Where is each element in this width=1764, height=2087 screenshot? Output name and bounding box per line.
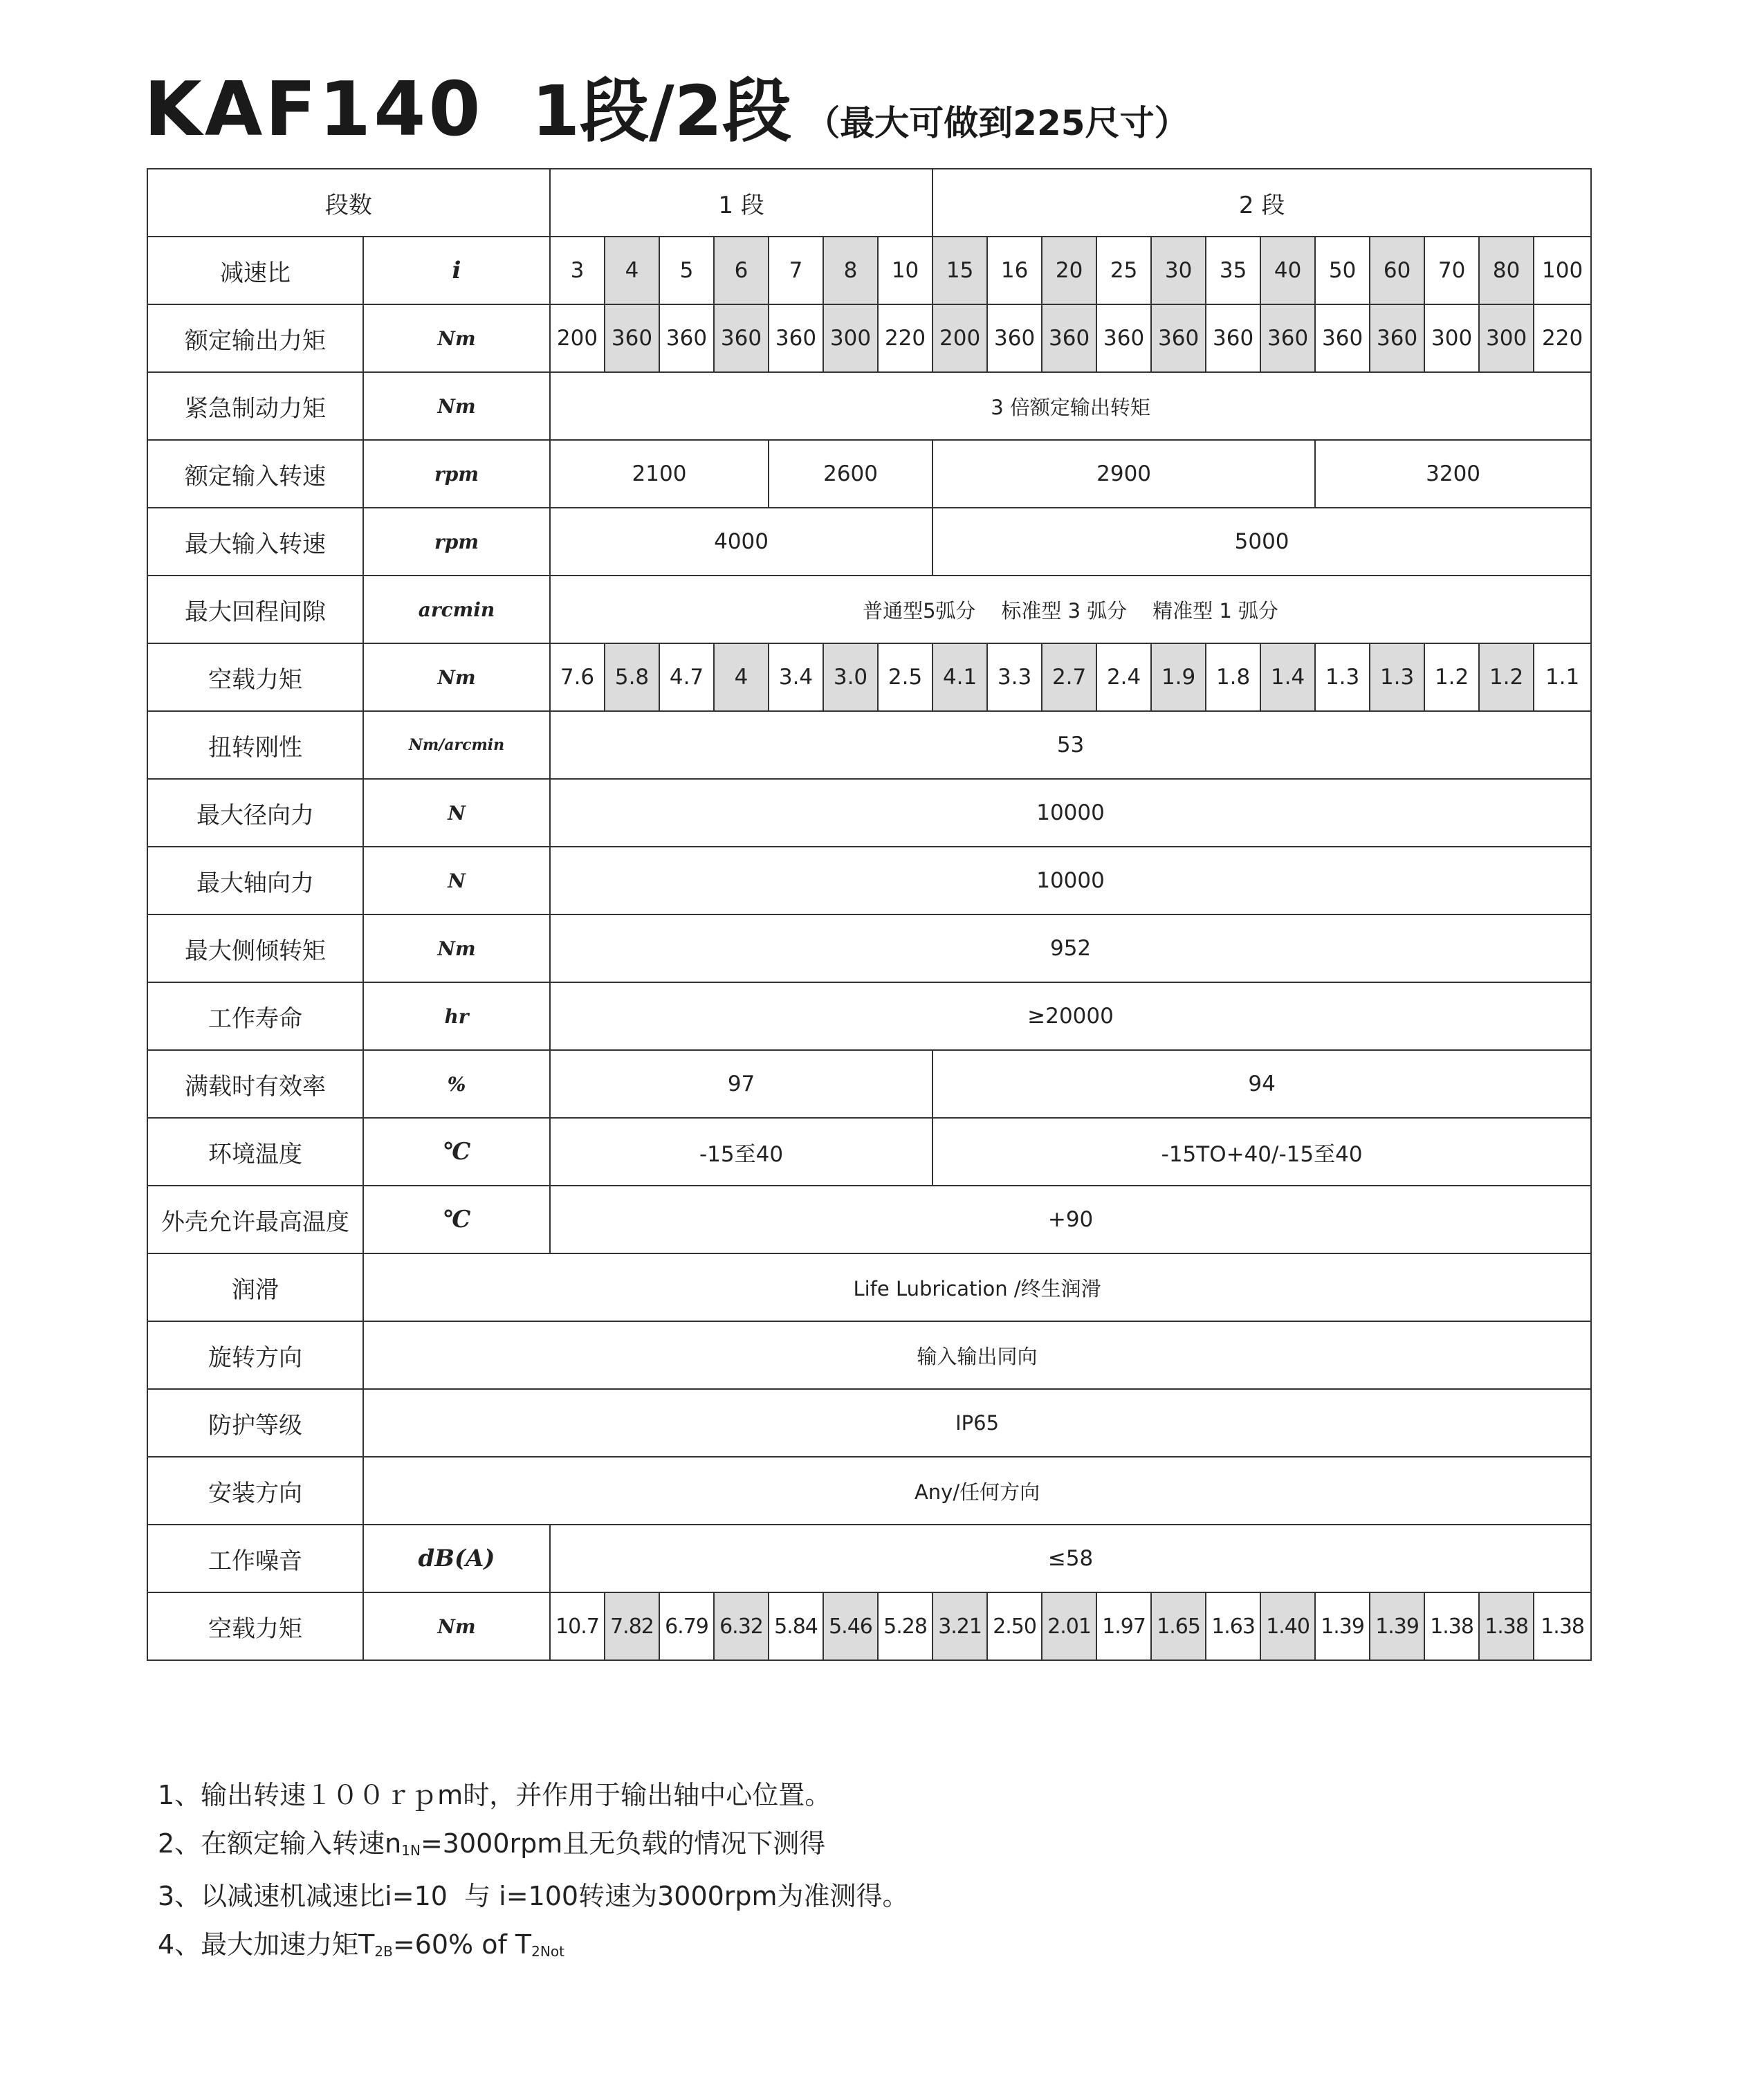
row-max-input-speed [147,508,1591,576]
ratio-cell: 30 [1151,237,1206,304]
rated-torque-cell: 360 [1206,304,1260,372]
max-input-speed-cell: 5000 [932,508,1591,576]
no-load-torque-2-cell: 6.32 [714,1592,769,1660]
row-max-radial-force [147,779,1591,847]
no-load-torque-2-label: 空载力矩 [147,1592,363,1660]
no-load-torque-cell: 7.6 [550,643,605,711]
row-max-tilt-torque [147,914,1591,982]
ratio-cell: 4 [605,237,659,304]
row-lubrication [147,1253,1591,1321]
ratio-cell: 15 [932,237,987,304]
ambient-temp-cell: -15TO+40/-15至40 [932,1118,1591,1186]
no-load-torque-2-cell: 2.01 [1042,1592,1096,1660]
row-protection [147,1389,1591,1457]
row-max-axial-force [147,847,1591,914]
efficiency-cell: 94 [932,1050,1591,1118]
no-load-torque-cell: 1.8 [1206,643,1260,711]
rated-torque-cell: 360 [659,304,714,372]
max-tilt-torque-unit: Nm [363,914,550,982]
no-load-torque-2-cell: 10.7 [550,1592,605,1660]
max-housing-temp-value: +90 [550,1186,1591,1253]
max-housing-temp-unit: ℃ [363,1186,550,1253]
service-life-value: ≥20000 [550,982,1591,1050]
rated-torque-cell: 300 [1424,304,1479,372]
row-service-life [147,982,1591,1050]
max-axial-force-label: 最大轴向力 [147,847,363,914]
ratio-cell: 50 [1315,237,1370,304]
stage2-header: 2 段 [932,169,1591,237]
page-title [144,55,1189,152]
ratio-cell: 100 [1534,237,1591,304]
max-radial-force-unit: N [363,779,550,847]
noise-label: 工作噪音 [147,1525,363,1592]
efficiency-cell: 97 [550,1050,932,1118]
efficiency-unit: % [363,1050,550,1118]
rated-torque-cell: 300 [1479,304,1534,372]
row-efficiency [147,1050,1591,1118]
row-ambient-temp [147,1118,1591,1186]
rated-torque-cell: 360 [605,304,659,372]
note-4 [158,1920,909,1973]
no-load-torque-2-cell: 6.79 [659,1592,714,1660]
lubrication-label: 润滑 [147,1253,363,1321]
protection-label: 防护等级 [147,1389,363,1457]
max-tilt-torque-value: 952 [550,914,1591,982]
max-input-speed-cell: 4000 [550,508,932,576]
max-axial-force-unit: N [363,847,550,914]
ratio-cell: 10 [878,237,932,304]
torsional-rigidity-label: 扭转刚性 [147,711,363,779]
ratio-cell: 40 [1260,237,1315,304]
rated-torque-cell: 360 [714,304,769,372]
note-2-sub: 1N [401,1842,421,1859]
no-load-torque-2-unit: Nm [363,1592,550,1660]
lubrication-value: Life Lubrication /终生润滑 [363,1253,1591,1321]
no-load-torque-2-cell: 5.28 [878,1592,932,1660]
ratio-unit: i [363,237,550,304]
no-load-torque-2-cell: 1.38 [1479,1592,1534,1660]
rated-torque-unit: Nm [363,304,550,372]
no-load-torque-cell: 1.2 [1424,643,1479,711]
no-load-torque-label: 空载力矩 [147,643,363,711]
no-load-torque-2-cell: 1.38 [1534,1592,1591,1660]
no-load-torque-2-cell: 1.40 [1260,1592,1315,1660]
no-load-torque-cell: 1.9 [1151,643,1206,711]
no-load-torque-cell: 1.3 [1315,643,1370,711]
protection-value: IP65 [363,1389,1591,1457]
note-2-text-a: 2、在额定输入转速n [158,1828,402,1859]
no-load-torque-2-cell: 1.38 [1424,1592,1479,1660]
no-load-torque-cell: 3.3 [987,643,1042,711]
max-radial-force-label: 最大径向力 [147,779,363,847]
no-load-torque-cell: 4 [714,643,769,711]
ambient-temp-label: 环境温度 [147,1118,363,1186]
no-load-torque-2-cell: 5.84 [769,1592,823,1660]
note-4-text-a: 4、最大加速力矩T [158,1929,375,1960]
backlash-unit: arcmin [363,576,550,643]
no-load-torque-cell: 4.7 [659,643,714,711]
spec-table [147,168,1592,1661]
rated-input-speed-label: 额定输入转速 [147,440,363,508]
ratio-cell: 35 [1206,237,1260,304]
no-load-torque-cell: 1.3 [1370,643,1424,711]
ratio-cell: 70 [1424,237,1479,304]
no-load-torque-cell: 2.7 [1042,643,1096,711]
rated-torque-cell: 300 [823,304,878,372]
row-rated-input-speed [147,440,1591,508]
no-load-torque-cell: 1.1 [1534,643,1591,711]
rotation-label: 旋转方向 [147,1321,363,1389]
rated-torque-cell: 200 [932,304,987,372]
row-emergency-torque [147,372,1591,440]
ratio-label: 减速比 [147,237,363,304]
size-note: （最大可做到225尺寸） [805,103,1189,143]
note-1: 1、输出转速１００ｒｐm时，并作用于输出轴中心位置。 [158,1780,832,1810]
backlash-label: 最大回程间隙 [147,576,363,643]
no-load-torque-unit: Nm [363,643,550,711]
row-backlash [147,576,1591,643]
note-4-sub: 2B [374,1943,393,1960]
ratio-cell: 7 [769,237,823,304]
row-rotation [147,1321,1591,1389]
footnotes [158,1771,909,1973]
ratio-cell: 6 [714,237,769,304]
rated-input-speed-cell: 2100 [550,440,769,508]
rated-torque-cell: 360 [1315,304,1370,372]
rated-torque-cell: 360 [1151,304,1206,372]
ambient-temp-cell: -15至40 [550,1118,932,1186]
row-stages [147,169,1591,237]
max-housing-temp-label: 外壳允许最高温度 [147,1186,363,1253]
no-load-torque-cell: 3.0 [823,643,878,711]
row-torsional-rigidity [147,711,1591,779]
no-load-torque-cell: 1.4 [1260,643,1315,711]
no-load-torque-cell: 2.5 [878,643,932,711]
service-life-unit: hr [363,982,550,1050]
note-4-sub2: 2Not [531,1943,564,1960]
note-4-text-b: =60% of T [392,1929,532,1960]
rated-torque-cell: 200 [550,304,605,372]
ratio-cell: 25 [1096,237,1151,304]
no-load-torque-2-cell: 1.63 [1206,1592,1260,1660]
mounting-label: 安装方向 [147,1457,363,1525]
emergency-torque-value: 3 倍额定输出转矩 [550,372,1591,440]
no-load-torque-cell: 4.1 [932,643,987,711]
no-load-torque-2-cell: 1.39 [1315,1592,1370,1660]
stage-title: 1段/2段 [531,71,792,151]
rated-torque-label: 额定输出力矩 [147,304,363,372]
note-3: 3、以减速机减速比i=10 与 i=100转速为3000rpm为准测得。 [158,1881,909,1911]
rated-torque-cell: 360 [1370,304,1424,372]
rated-torque-cell: 360 [1042,304,1096,372]
no-load-torque-2-cell: 3.21 [932,1592,987,1660]
no-load-torque-2-cell: 5.46 [823,1592,878,1660]
ratio-cell: 5 [659,237,714,304]
rated-torque-cell: 360 [987,304,1042,372]
emergency-torque-unit: Nm [363,372,550,440]
no-load-torque-2-cell: 7.82 [605,1592,659,1660]
rated-input-speed-cell: 2900 [932,440,1315,508]
max-radial-force-value: 10000 [550,779,1591,847]
rated-torque-cell: 220 [1534,304,1591,372]
mounting-value: Any/任何方向 [363,1457,1591,1525]
rated-torque-cell: 360 [769,304,823,372]
ratio-cell: 16 [987,237,1042,304]
efficiency-label: 满载时有效率 [147,1050,363,1118]
no-load-torque-cell: 2.4 [1096,643,1151,711]
max-input-speed-label: 最大输入转速 [147,508,363,576]
row-ratio [147,237,1591,304]
stages-label: 段数 [147,169,550,237]
row-no-load-torque-2 [147,1592,1591,1660]
rated-torque-cell: 220 [878,304,932,372]
rated-input-speed-unit: rpm [363,440,550,508]
rotation-value: 输入输出同向 [363,1321,1591,1389]
no-load-torque-cell: 1.2 [1479,643,1534,711]
torsional-rigidity-value: 53 [550,711,1591,779]
max-tilt-torque-label: 最大侧倾转矩 [147,914,363,982]
stage1-header: 1 段 [550,169,932,237]
ambient-temp-unit: ℃ [363,1118,550,1186]
ratio-cell: 3 [550,237,605,304]
row-mounting [147,1457,1591,1525]
service-life-label: 工作寿命 [147,982,363,1050]
no-load-torque-2-cell: 1.39 [1370,1592,1424,1660]
no-load-torque-2-cell: 1.97 [1096,1592,1151,1660]
rated-torque-cell: 360 [1096,304,1151,372]
no-load-torque-cell: 5.8 [605,643,659,711]
torsional-rigidity-unit: Nm/arcmin [363,711,550,779]
note-2 [158,1819,909,1872]
noise-value: ≤58 [550,1525,1591,1592]
backlash-value: 普通型5弧分 标准型 3 弧分 精准型 1 弧分 [550,576,1591,643]
row-rated-torque [147,304,1591,372]
ratio-cell: 60 [1370,237,1424,304]
ratio-cell: 8 [823,237,878,304]
max-input-speed-unit: rpm [363,508,550,576]
rated-torque-cell: 360 [1260,304,1315,372]
row-noise [147,1525,1591,1592]
note-2-text-b: =3000rpm且无负载的情况下测得 [420,1828,826,1859]
noise-unit: dB(A) [363,1525,550,1592]
max-axial-force-value: 10000 [550,847,1591,914]
model-name: KAF140 [144,66,484,153]
emergency-torque-label: 紧急制动力矩 [147,372,363,440]
ratio-cell: 80 [1479,237,1534,304]
row-no-load-torque [147,643,1591,711]
rated-input-speed-cell: 3200 [1315,440,1591,508]
no-load-torque-2-cell: 2.50 [987,1592,1042,1660]
rated-input-speed-cell: 2600 [769,440,932,508]
ratio-cell: 20 [1042,237,1096,304]
no-load-torque-cell: 3.4 [769,643,823,711]
row-max-housing-temp [147,1186,1591,1253]
no-load-torque-2-cell: 1.65 [1151,1592,1206,1660]
